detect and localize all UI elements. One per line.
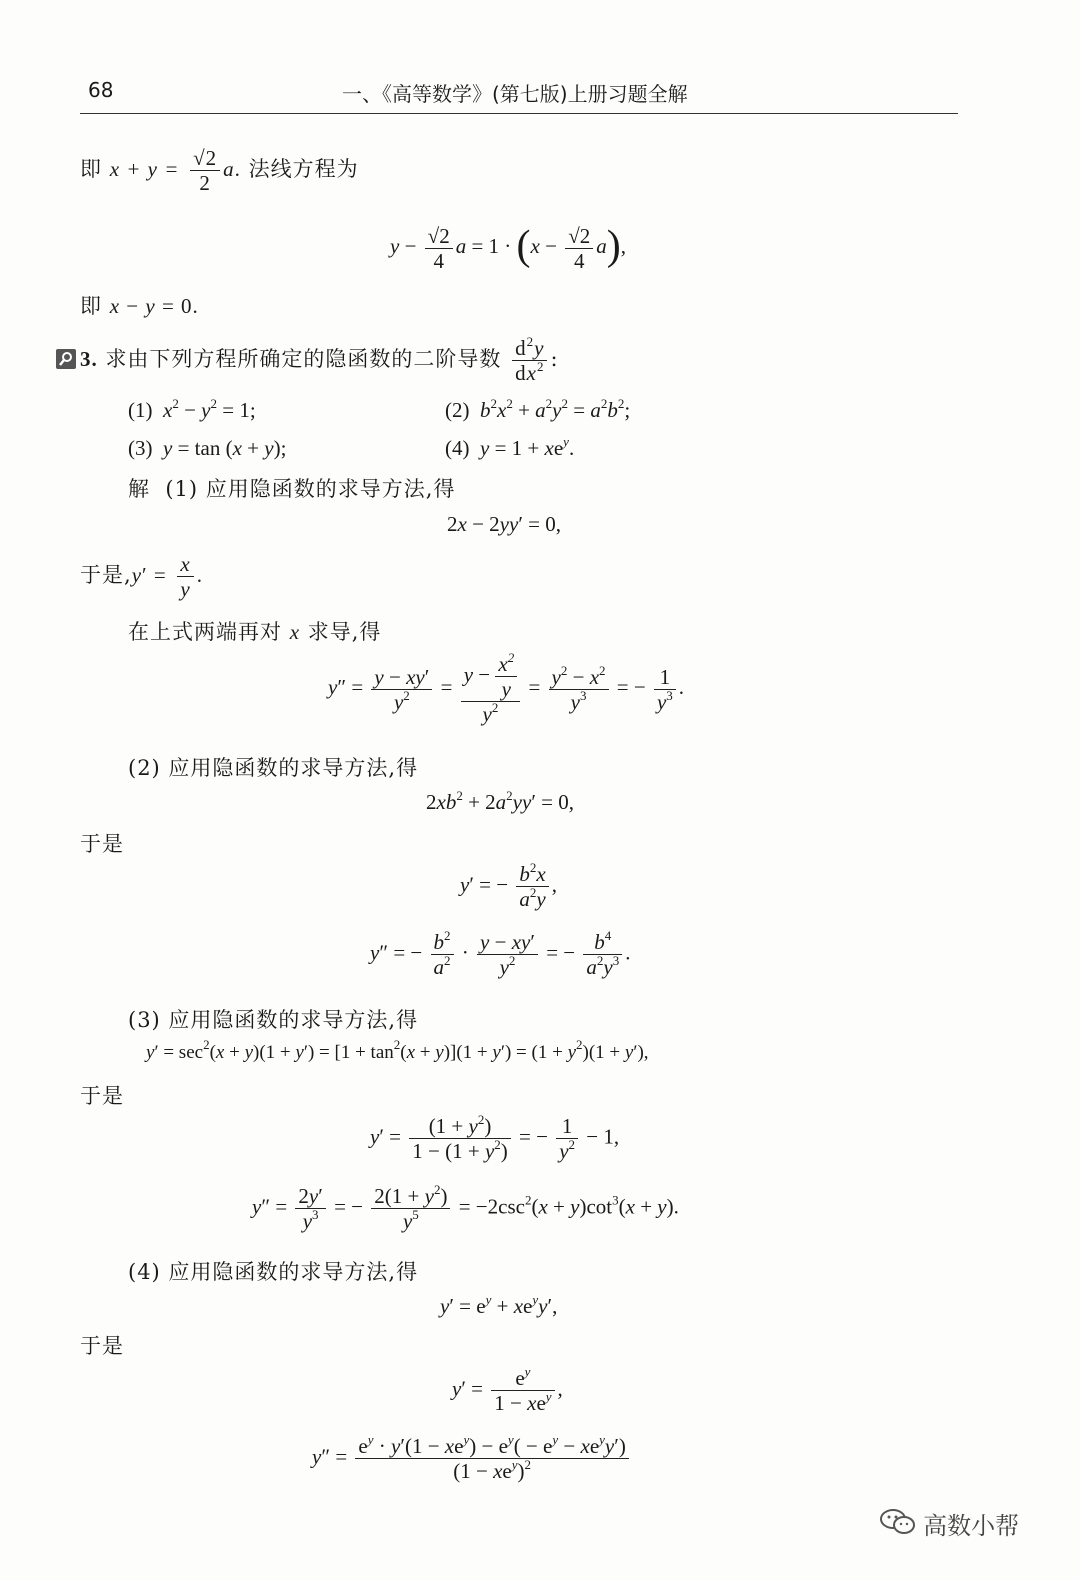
equation-s2-y2: y″ = − $\frac{b^2}{a^2}$ · $\frac{y - xy'}{y^2}$ = − $\frac{b^4}{a^2y^3}$ . — [370, 928, 631, 980]
problem-3-statement: 3. 求由下列方程所确定的隐函数的二阶导数 $\frac{d^2y}{dx^2}$ : — [56, 336, 559, 385]
solution-2-heading: (2) 应用隐函数的求导方法,得 — [128, 756, 419, 780]
equation-s1-y2: y″ = $\frac{y - xy'}{y^2}$ = y − $\frac{x^2}{y}$ $y^2$ = $\frac{y^2 - x^2}{y^3}$ = − $\frac{1}{y^3}$ . — [328, 650, 685, 727]
solution-3-heading: (3) 应用隐函数的求导方法,得 — [128, 1008, 419, 1032]
watermark: 高数小帮 — [878, 1506, 1019, 1541]
item-3: (3) y = tan (x + y); — [128, 436, 287, 460]
header-rule — [80, 113, 958, 114]
page-number: 68 — [88, 78, 114, 102]
fraction: $\frac{√2}{2}$ — [190, 146, 220, 195]
solution-1-heading: 解 (1) 应用隐函数的求导方法,得 — [128, 477, 456, 501]
equation-s1-a: 2x − 2yy′ = 0, — [447, 512, 562, 536]
equation-s3-a: $y' = \sec^2(x + y)(1 + y') = [1 + \tan^2(x + y)](1 + y') = (1 + y^2)(1 + y')$, — [146, 1037, 649, 1063]
line-normal-result: 即 x − y = 0. — [80, 294, 199, 318]
solution-4-heading: (4) 应用隐函数的求导方法,得 — [128, 1260, 419, 1284]
line-s4-yushi: 于是 — [80, 1334, 124, 1358]
line-s3-yushi: 于是 — [80, 1084, 124, 1108]
equation-s2-yprime: y′ = − $\frac{b^2x}{a^2y}$ , — [460, 860, 557, 912]
equation-s3-yprime: y′ = $\frac{(1 + y^2)}{1 - (1 + y^2)}$ = − $\frac{1}{y^2}$ − 1, — [370, 1112, 620, 1164]
line-tangent-result: 即 x + y = $\frac{√2}{2}$ a. 法线方程为 — [80, 146, 359, 196]
magnifier-icon — [56, 349, 76, 369]
line-s2-yushi: 于是 — [80, 832, 124, 856]
equation-normal-line: y − $\frac{√2}{4}$ a = 1 · (x − $\frac{√2}{4}$ a), — [390, 223, 626, 273]
item-2: (2) $b^2x^2 + a^2y^2 = a^2b^2$; — [445, 396, 631, 422]
item-1: (1) $x^2 - y^2 = 1$; — [128, 396, 256, 422]
line-s1-again: 在上式两端再对 x 求导,得 — [128, 620, 382, 644]
equation-s4-a: $y' = e^y + xe^yy'$, — [440, 1292, 558, 1318]
equation-s3-y2: y″ = $\frac{2y'}{y^3}$ = − $\frac{2(1 + y^2)}{y^5}$ = $-2\csc^2(x + y)\cot^3(x + y)$. — [252, 1182, 679, 1234]
wechat-icon — [878, 1507, 918, 1541]
running-title: 一、《高等数学》(第七版)上册习题全解 — [342, 82, 688, 106]
equation-s4-yprime: y′ = $\frac{e^y}{1 - xe^y}$ , — [452, 1364, 563, 1416]
equation-s4-y2: y″ = $\frac{e^y \cdot y'(1 - xe^y) - e^y( - e^y - xe^yy')}{(1 - xe^y)^2}$ — [312, 1434, 632, 1483]
equation-s2-a: $2xb^2 + 2a^2yy' = 0$, — [426, 788, 575, 814]
item-4: (4) $y = 1 + xe^y$. — [445, 434, 575, 460]
line-s1-yprime: 于是,y′ = $\frac{x}{y}$ . — [80, 552, 203, 602]
